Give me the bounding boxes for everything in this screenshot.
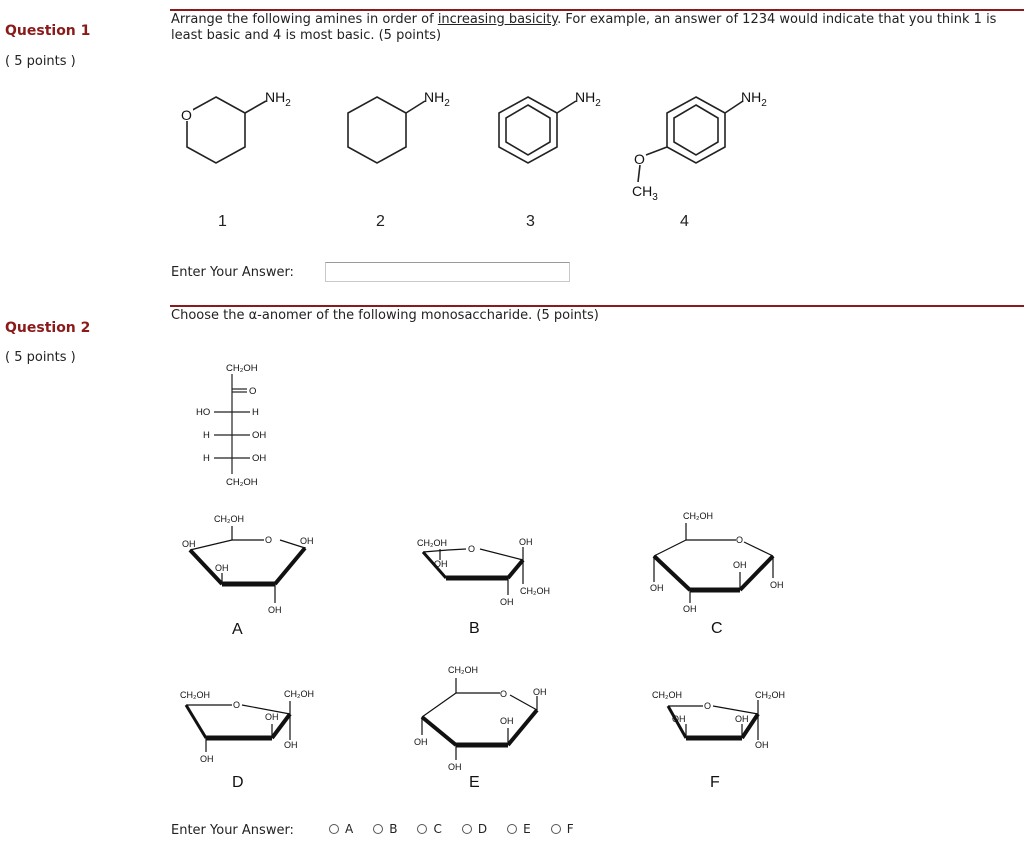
svg-text:H: H — [203, 453, 210, 464]
svg-text:O: O — [265, 535, 273, 545]
question-1-prompt: Arrange the following amines in order of increasing basicity. For example, an answer of 1234 would indicate that you think 1 is least basic and 4 is most basic. (5 points) — [171, 12, 997, 43]
svg-text:OH: OH — [414, 737, 428, 747]
svg-text:O: O — [500, 689, 508, 699]
structure-label-1: 1 — [218, 213, 227, 230]
svg-text:OH: OH — [252, 430, 267, 441]
question-2-points: ( 5 points ) — [5, 350, 76, 365]
svg-text:OH: OH — [434, 559, 448, 569]
svg-text:CH₂OH: CH₂OH — [226, 477, 258, 488]
radio-circle-icon[interactable] — [329, 824, 339, 834]
svg-text:NH2: $NH_2$ — [575, 89, 601, 109]
option-label-d: D — [232, 774, 244, 791]
svg-text:O: O — [736, 535, 744, 545]
svg-text:CH₂OH: CH₂OH — [180, 690, 210, 700]
svg-text:O: O — [249, 386, 257, 397]
radio-option-a[interactable]: A — [329, 822, 353, 836]
anomer-options — [170, 500, 990, 800]
option-label-e: E — [469, 774, 480, 791]
svg-text:CH₂OH: CH₂OH — [284, 689, 314, 699]
svg-text:OH: OH — [733, 560, 747, 570]
option-label-a: A — [232, 621, 243, 638]
svg-text:OH: OH — [683, 604, 697, 614]
svg-text:OH: OH — [500, 597, 514, 607]
option-label-b: B — [469, 620, 480, 637]
option-label-f: F — [710, 774, 720, 791]
svg-text:O: O — [233, 700, 241, 710]
svg-text:O: O — [704, 701, 712, 711]
basicity-link: increasing basicity — [437, 12, 558, 27]
svg-text:OH: OH — [672, 714, 686, 724]
question-2-answer-label: Enter Your Answer: — [171, 823, 294, 838]
svg-text:O: O — [468, 544, 476, 554]
question-2-prompt: Choose the α-anomer of the following monosaccharide. (5 points) — [171, 308, 599, 323]
radio-option-e[interactable]: E — [507, 822, 531, 836]
question-1-answer-input[interactable] — [325, 262, 570, 282]
option-label-c: C — [711, 620, 723, 637]
svg-text:CH₂OH: CH₂OH — [417, 538, 447, 548]
fischer-projection — [190, 358, 310, 493]
svg-text:OH: OH — [265, 712, 279, 722]
svg-text:OH: OH — [770, 580, 784, 590]
svg-text:OH: OH — [300, 536, 314, 546]
svg-text:OH: OH — [268, 605, 282, 615]
svg-text:OH: OH — [755, 740, 769, 750]
svg-text:OH: OH — [650, 583, 664, 593]
svg-text:CH₂OH: CH₂OH — [683, 511, 713, 521]
svg-text:CH₂OH: CH₂OH — [755, 690, 785, 700]
svg-text:OH: OH — [215, 563, 229, 573]
svg-text:OH: OH — [252, 453, 267, 464]
svg-text:OH: OH — [448, 762, 462, 772]
answer-radio-group — [329, 822, 594, 836]
radio-circle-icon[interactable] — [551, 824, 561, 834]
structure-label-3: 3 — [526, 213, 535, 230]
svg-text:HO: HO — [196, 407, 211, 418]
svg-text:O: O — [634, 151, 645, 167]
radio-circle-icon[interactable] — [462, 824, 472, 834]
svg-text:CH₂OH: CH₂OH — [214, 514, 244, 524]
radio-option-b[interactable]: B — [373, 822, 397, 836]
svg-text:OH: OH — [735, 714, 749, 724]
radio-circle-icon[interactable] — [507, 824, 517, 834]
svg-text:CH₂OH: CH₂OH — [520, 586, 550, 596]
svg-text:CH₂OH: CH₂OH — [448, 665, 478, 675]
radio-circle-icon[interactable] — [373, 824, 383, 834]
amine-structures — [0, 80, 1024, 320]
svg-text:OH: OH — [519, 537, 533, 547]
question-2-divider — [170, 305, 1024, 307]
question-1-points: ( 5 points ) — [5, 54, 76, 69]
structure-label-2: 2 — [376, 213, 385, 230]
svg-text:CH₂OH: CH₂OH — [652, 690, 682, 700]
radio-circle-icon[interactable] — [417, 824, 427, 834]
svg-text:NH2: $NH_2$ — [424, 89, 450, 109]
svg-text:NH2: $NH_2$ — [265, 89, 291, 109]
radio-option-d[interactable]: D — [462, 822, 487, 836]
svg-text:H: H — [252, 407, 259, 418]
radio-option-f[interactable]: F — [551, 822, 574, 836]
svg-text:CH3: $CH_3$ — [632, 183, 658, 203]
svg-text:CH₂OH: CH₂OH — [226, 363, 258, 374]
question-1-divider — [170, 9, 1024, 11]
radio-option-c[interactable]: C — [417, 822, 441, 836]
svg-text:OH: OH — [182, 539, 196, 549]
question-1-title: Question 1 — [5, 23, 91, 39]
svg-text:NH2: $NH_2$ — [741, 89, 767, 109]
svg-text:H: H — [203, 430, 210, 441]
question-1-answer-label: Enter Your Answer: — [171, 265, 294, 280]
structure-label-4: 4 — [680, 213, 689, 230]
ring-oxygen-label: O — [181, 107, 192, 123]
svg-text:OH: OH — [284, 740, 298, 750]
svg-text:OH: OH — [533, 687, 547, 697]
question-2-title: Question 2 — [5, 320, 91, 336]
svg-text:OH: OH — [200, 754, 214, 764]
svg-text:OH: OH — [500, 716, 514, 726]
